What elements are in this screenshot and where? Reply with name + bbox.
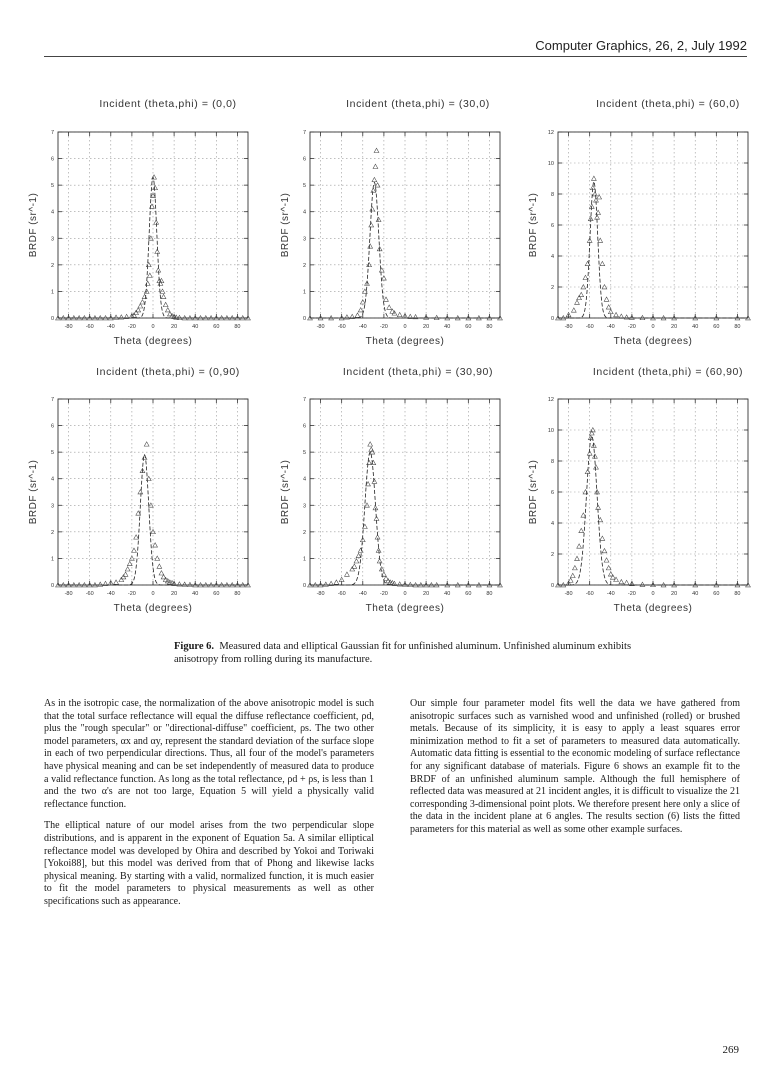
data-point: [177, 582, 182, 586]
data-point: [604, 558, 609, 562]
data-point: [345, 315, 350, 319]
data-point: [408, 582, 413, 586]
brdf-chart-5: [272, 393, 512, 621]
chart-title-1: Incident (theta,phi) = (0,0): [99, 98, 237, 110]
data-point: [570, 573, 575, 577]
x-tick-label: -80: [564, 591, 573, 597]
data-point: [598, 238, 603, 242]
body-column-left: [44, 698, 374, 918]
data-point: [323, 582, 328, 586]
x-tick-label: -60: [585, 591, 594, 597]
paragraph: Our simple four parameter model fits well the data we have gathered from anisotropic surfaces such as varnished wood and unfinished (rolled) or brushed metals. Because of its simplicity, it is easy to apply a least squares error minimization method to fit a set of parameters to measured data automatically. Automatic data fitting is essential to the economic modeling of surface reflectance for any significant database of materials. Figure 6 shows an example fit to the BRDF of an unfinished aluminum sample. Although the full hemisphere of reflected data was measured at 21 incident angles, it is difficult to visualize the 21 corresponding 3-dimensional point plots. We therefore present here only a slice of the data in the incident plane at 6 angles. The results section (6) lists the fitted parameters for this material as well as some other example surfaces.: [410, 698, 740, 835]
data-point: [125, 567, 130, 571]
data-point: [589, 431, 594, 435]
y-tick-label: 6: [50, 156, 54, 163]
data-point: [591, 176, 596, 180]
y-tick-label: 3: [302, 503, 306, 510]
x-axis-label: Theta (degrees): [365, 603, 445, 614]
data-point: [575, 300, 580, 304]
data-point: [606, 566, 611, 570]
figure-caption-text: Measured data and elliptical Gaussian fit for unfinished aluminum. Unfinished aluminum exhibits anisotropy from rolling during its manufacture.: [174, 641, 632, 665]
data-point: [624, 580, 629, 584]
data-point: [372, 177, 377, 181]
x-tick-label: 60: [213, 324, 220, 330]
paragraph: As in the isotropic case, the normalization of the above anisotropic model is such that the total surface reflectance will equal the diffuse reflectance coefficient, ρd, plus the "rough specular" or "directional-diffuse" coefficient, ρs. The two other model parameters, αx and αy, represent the standard deviation of the surface slope in each of two perpendicular directions. Thus, all four of the model's parameters have physical meaning and can be set independently of measured data to produce a valid reflectance function. As long as the total reflectance, ρd + ρs, is less than 1 and the two α's are not too large, Equation 5 will yield a physically valid reflectance function.: [44, 698, 374, 810]
data-point: [355, 313, 360, 317]
y-tick-label: 12: [547, 130, 554, 136]
x-tick-label: 0: [651, 324, 655, 330]
x-tick-label: -80: [316, 324, 325, 330]
fit-curve: [558, 436, 748, 585]
x-tick-label: 60: [713, 324, 720, 330]
y-tick-label: 1: [50, 556, 54, 563]
y-tick-label: 12: [547, 397, 554, 403]
data-point: [369, 223, 374, 227]
paragraph: The elliptical nature of our model arises from the two perpendicular slope distributions, and is apparent in the exponent of Equation 5a. A similar elliptical reflectance model was developed by Ohira and described by Yokoi and Toriwaki [Yokoi88], but this model was derived from that of Phong and likewise lacks physical meaning. By starting with a valid, normalized function, it is much easier to fit the model parameters to physical measurements as well as other specifications such as appearance.: [44, 820, 374, 907]
x-tick-label: -60: [337, 591, 346, 597]
data-point: [367, 460, 372, 464]
data-point: [585, 261, 590, 265]
x-tick-label: -40: [606, 324, 615, 330]
x-tick-label: -20: [627, 591, 636, 597]
x-tick-label: 20: [671, 324, 678, 330]
journal-title: Computer Graphics, 26, 2, July 1992: [535, 38, 747, 53]
x-tick-label: 60: [465, 324, 472, 330]
x-tick-label: 0: [403, 591, 407, 597]
x-tick-label: 80: [486, 324, 493, 330]
y-tick-label: 1: [50, 289, 54, 296]
data-point: [640, 582, 645, 586]
x-tick-label: 0: [151, 324, 155, 330]
data-point: [583, 275, 588, 279]
page-number: 269: [722, 1044, 739, 1056]
x-tick-label: -40: [606, 591, 615, 597]
y-tick-label: 2: [302, 529, 306, 536]
data-point: [397, 582, 402, 586]
body-column-right: [410, 698, 740, 846]
running-header: [44, 34, 747, 57]
y-axis-label: BRDF (sr^-1): [528, 459, 539, 525]
y-tick-label: 1: [302, 289, 306, 296]
y-tick-label: 0: [550, 316, 554, 322]
x-axis-label: Theta (degrees): [113, 603, 193, 614]
y-tick-label: 3: [50, 503, 54, 510]
y-tick-label: 5: [302, 450, 306, 457]
x-tick-label: -40: [358, 591, 367, 597]
x-tick-label: -80: [64, 324, 73, 330]
y-tick-label: 4: [50, 476, 54, 483]
y-tick-label: 0: [50, 583, 54, 589]
y-tick-label: 7: [302, 397, 306, 403]
data-point: [142, 455, 147, 459]
data-point: [132, 548, 137, 552]
data-point: [354, 559, 359, 563]
x-axis-label: Theta (degrees): [613, 603, 693, 614]
x-tick-label: 40: [192, 591, 199, 597]
x-tick-label: -40: [106, 591, 115, 597]
y-tick-label: 4: [550, 254, 554, 260]
y-axis-label: BRDF (sr^-1): [528, 192, 539, 258]
data-point: [165, 308, 170, 312]
chart-title-4: Incident (theta,phi) = (0,90): [96, 366, 240, 378]
data-point: [376, 217, 381, 221]
x-tick-label: 60: [465, 591, 472, 597]
data-point: [138, 490, 143, 494]
y-tick-label: 5: [302, 183, 306, 190]
x-tick-label: 80: [486, 591, 493, 597]
data-point: [144, 442, 149, 446]
x-tick-label: -80: [564, 324, 573, 330]
fit-curve: [310, 182, 500, 318]
x-tick-label: 0: [403, 324, 407, 330]
data-point: [602, 549, 607, 553]
data-point: [119, 315, 124, 319]
y-tick-label: 10: [547, 161, 554, 167]
x-tick-label: 80: [734, 324, 741, 330]
y-tick-label: 2: [50, 529, 54, 536]
data-point: [371, 460, 376, 464]
x-tick-label: 80: [234, 324, 241, 330]
y-tick-label: 2: [50, 262, 54, 269]
data-point: [379, 567, 384, 571]
y-tick-label: 7: [302, 130, 306, 136]
brdf-chart-4: [20, 393, 260, 621]
y-tick-label: 5: [50, 450, 54, 457]
data-point: [98, 582, 103, 586]
data-point: [372, 479, 377, 483]
data-point: [358, 308, 363, 312]
x-tick-label: 80: [234, 591, 241, 597]
data-point: [158, 281, 163, 285]
data-point: [373, 164, 378, 168]
y-axis-label: BRDF (sr^-1): [28, 459, 39, 525]
x-tick-label: 40: [692, 324, 699, 330]
y-tick-label: 8: [550, 459, 554, 465]
y-tick-label: 2: [550, 285, 554, 291]
x-tick-label: 40: [692, 591, 699, 597]
data-point: [188, 582, 193, 586]
data-point: [600, 536, 605, 540]
data-point: [577, 544, 582, 548]
data-point: [182, 582, 187, 586]
data-point: [114, 580, 119, 584]
data-point: [159, 571, 164, 575]
x-tick-label: 40: [444, 324, 451, 330]
data-point: [358, 548, 363, 552]
data-point: [384, 297, 389, 301]
x-axis-label: Theta (degrees): [113, 336, 193, 347]
data-point: [387, 305, 392, 309]
x-axis-label: Theta (degrees): [365, 336, 445, 347]
x-axis-label: Theta (degrees): [613, 336, 693, 347]
x-tick-label: 20: [423, 324, 430, 330]
figure-label: Figure 6.: [174, 641, 215, 652]
data-point: [379, 268, 384, 272]
x-tick-label: -20: [627, 324, 636, 330]
data-point: [575, 556, 580, 560]
y-tick-label: 0: [302, 316, 306, 322]
y-tick-label: 7: [50, 397, 54, 403]
x-tick-label: -20: [127, 591, 136, 597]
data-point: [594, 465, 599, 469]
y-tick-label: 8: [550, 192, 554, 198]
chart-title-5: Incident (theta,phi) = (30,90): [342, 366, 494, 378]
data-point: [624, 315, 629, 319]
data-point: [114, 315, 119, 319]
data-point: [571, 308, 576, 312]
brdf-chart-3: [520, 126, 760, 354]
x-tick-label: 40: [444, 591, 451, 597]
y-tick-label: 0: [550, 583, 554, 589]
y-tick-label: 6: [550, 490, 554, 496]
data-point: [597, 195, 602, 199]
data-point: [134, 535, 139, 539]
data-point: [397, 312, 402, 316]
data-point: [604, 297, 609, 301]
x-tick-label: -40: [358, 324, 367, 330]
y-axis-label: BRDF (sr^-1): [280, 192, 291, 258]
data-point: [153, 185, 158, 189]
x-tick-label: -80: [316, 591, 325, 597]
chart-title-6: Incident (theta,phi) = (60,90): [592, 366, 744, 378]
data-point: [157, 564, 162, 568]
y-tick-label: 6: [50, 423, 54, 430]
y-tick-label: 2: [302, 262, 306, 269]
x-tick-label: -20: [379, 591, 388, 597]
brdf-chart-6: [520, 393, 760, 621]
data-point: [147, 273, 152, 277]
data-point: [619, 580, 624, 584]
data-point: [368, 244, 373, 248]
fit-curve: [558, 182, 748, 318]
y-tick-label: 4: [550, 521, 554, 527]
data-point: [356, 553, 361, 557]
y-tick-label: 0: [50, 316, 54, 322]
x-tick-label: -60: [337, 324, 346, 330]
y-tick-label: 2: [550, 552, 554, 558]
x-tick-label: 60: [213, 591, 220, 597]
data-point: [370, 207, 375, 211]
y-tick-label: 1: [302, 556, 306, 563]
x-tick-label: -60: [85, 324, 94, 330]
data-point: [145, 281, 150, 285]
x-tick-label: 80: [734, 591, 741, 597]
data-point: [127, 561, 132, 565]
x-tick-label: 20: [671, 591, 678, 597]
x-tick-label: 60: [713, 591, 720, 597]
x-tick-label: -60: [85, 591, 94, 597]
y-axis-label: BRDF (sr^-1): [28, 192, 39, 258]
y-tick-label: 6: [550, 223, 554, 229]
x-tick-label: 20: [171, 324, 178, 330]
data-point: [334, 580, 339, 584]
chart-title-3: Incident (theta,phi) = (60,0): [596, 98, 740, 110]
y-tick-label: 4: [302, 476, 306, 483]
x-tick-label: 20: [171, 591, 178, 597]
data-point: [579, 528, 584, 532]
x-tick-label: -20: [127, 324, 136, 330]
data-point: [606, 305, 611, 309]
y-tick-label: 10: [547, 428, 554, 434]
y-tick-label: 7: [50, 130, 54, 136]
brdf-chart-1: [20, 126, 260, 354]
x-tick-label: -20: [379, 324, 388, 330]
x-tick-label: -60: [585, 324, 594, 330]
y-tick-label: 6: [302, 156, 306, 163]
data-point: [142, 294, 147, 298]
x-tick-label: 0: [651, 591, 655, 597]
chart-title-2: Incident (theta,phi) = (30,0): [346, 98, 490, 110]
y-axis-label: BRDF (sr^-1): [280, 459, 291, 525]
data-point: [374, 148, 379, 152]
data-point: [600, 261, 605, 265]
figure-caption: [174, 640, 644, 666]
data-point: [345, 572, 350, 576]
x-tick-label: 0: [151, 591, 155, 597]
x-tick-label: 40: [192, 324, 199, 330]
data-point: [572, 566, 577, 570]
data-point: [161, 294, 166, 298]
y-tick-label: 3: [50, 236, 54, 243]
data-point: [140, 300, 145, 304]
brdf-chart-2: [272, 126, 512, 354]
data-point: [138, 304, 143, 308]
data-point: [434, 315, 439, 319]
y-tick-label: 5: [50, 183, 54, 190]
y-tick-label: 0: [302, 583, 306, 589]
data-point: [614, 313, 619, 317]
y-tick-label: 3: [302, 236, 306, 243]
y-tick-label: 6: [302, 423, 306, 430]
y-tick-label: 4: [50, 209, 54, 216]
x-tick-label: -80: [64, 591, 73, 597]
data-point: [153, 543, 158, 547]
data-point: [368, 442, 373, 446]
x-tick-label: -40: [106, 324, 115, 330]
y-tick-label: 4: [302, 209, 306, 216]
x-tick-label: 20: [423, 591, 430, 597]
data-point: [163, 302, 168, 306]
